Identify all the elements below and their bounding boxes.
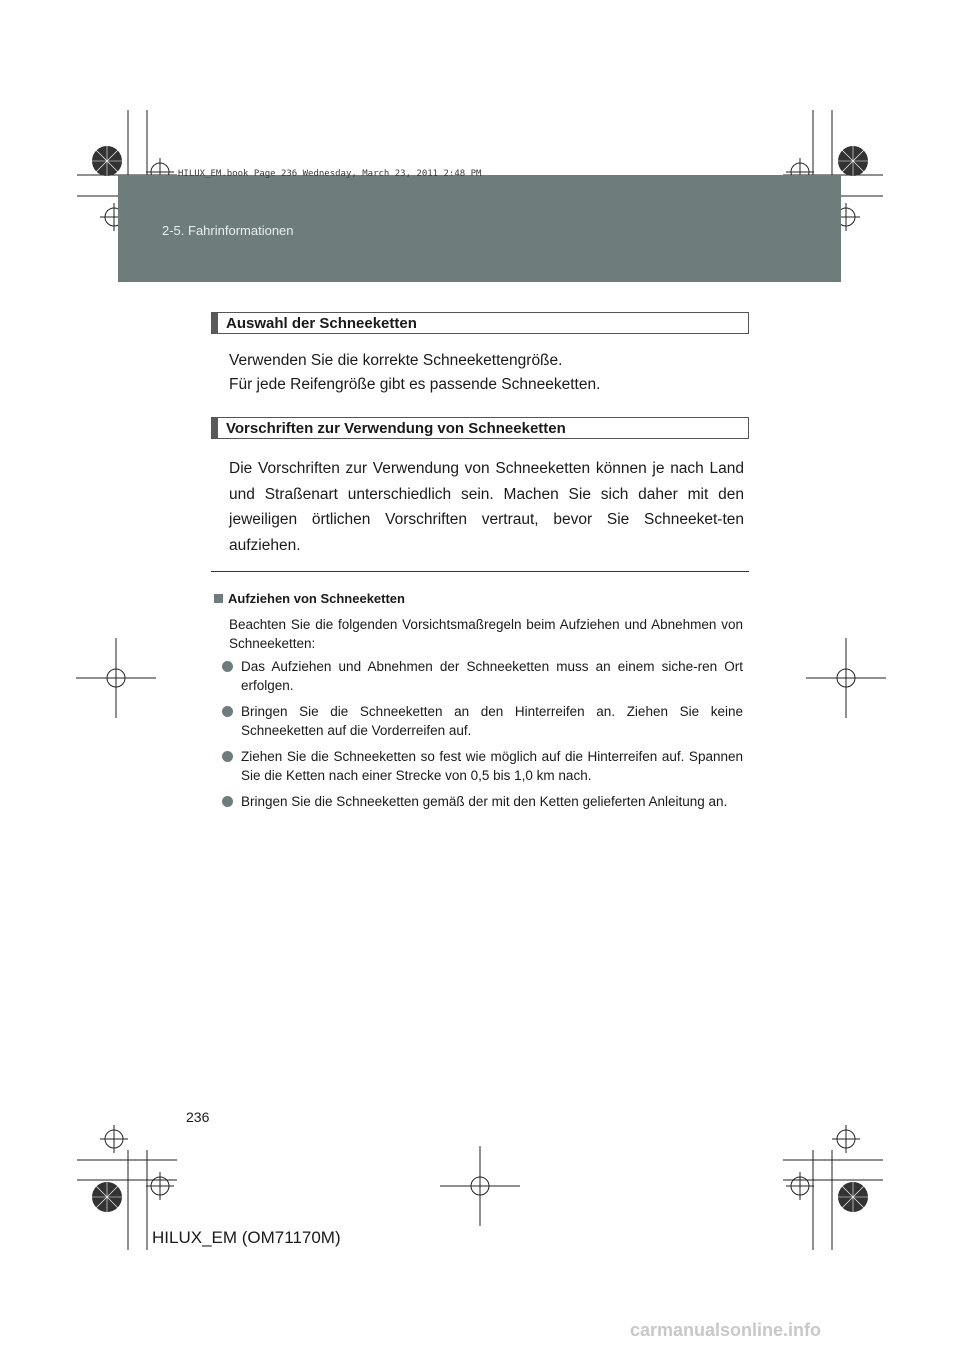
page-number: 236	[186, 1109, 210, 1125]
paragraph-vorschriften: Die Vorschriften zur Verwendung von Schneeketten können je nach Land und Straßenart unterschiedlich sein. Machen Sie sich daher mit den jeweiligen örtlichen Vorschriften vertraut, bevor Sie Schneeket-ten aufziehen.	[229, 460, 744, 554]
list-item	[220, 747, 743, 785]
paragraph-auswahl	[229, 349, 749, 397]
list-item	[220, 657, 743, 695]
book-info-line: HILUX_EM.book Page 236 Wednesday, March 23, 2011 2:48 PM	[178, 169, 482, 179]
heading-vorschriften	[211, 417, 749, 439]
list-item	[220, 702, 743, 740]
chapter-header-band	[118, 175, 841, 282]
watermark: carmanualsonline.info	[630, 1320, 822, 1340]
bullet-dot-icon	[222, 751, 233, 762]
list-item-text: Das Aufziehen und Abnehmen der Schneeketten muss an einem siche-ren Ort erfolgen.	[241, 659, 743, 693]
heading-vorschriften-text: Vorschriften zur Verwendung von Schneeketten	[226, 420, 566, 437]
list-item-text: Bringen Sie die Schneeketten gemäß der mit den Ketten gelieferten Anleitung an.	[241, 794, 728, 809]
heading-auswahl	[211, 312, 749, 334]
bullet-dot-icon	[222, 796, 233, 807]
bullet-dot-icon	[222, 706, 233, 717]
paragraph-line: Verwenden Sie die korrekte Schneekettengröße.	[229, 352, 563, 369]
heading-auswahl-text: Auswahl der Schneeketten	[226, 315, 417, 332]
list-item	[220, 792, 743, 811]
list-item-text: Ziehen Sie die Schneeketten so fest wie möglich auf die Hinterreifen auf. Spannen Sie die Ketten nach einer Strecke von 0,5 bis 1,0 km nach.	[241, 749, 743, 783]
note-bullet-list	[220, 657, 743, 818]
note-title: Aufziehen von Schneeketten	[228, 591, 405, 606]
square-marker-icon	[214, 594, 223, 603]
note-intro: Beachten Sie die folgenden Vorsichtsmaßregeln beim Aufziehen und Abnehmen von Schneeketten:	[229, 617, 743, 651]
section-title: 2-5. Fahrinformationen	[162, 223, 294, 238]
note-heading	[214, 591, 405, 606]
footer-code: HILUX_EM (OM71170M)	[152, 1228, 341, 1247]
list-item-text: Bringen Sie die Schneeketten an den Hinterreifen an. Ziehen Sie keine Schneeketten auf die Vorderreifen auf.	[241, 704, 743, 738]
bullet-dot-icon	[222, 661, 233, 672]
paragraph-line: Für jede Reifengröße gibt es passende Schneeketten.	[229, 376, 601, 393]
divider	[211, 571, 749, 572]
